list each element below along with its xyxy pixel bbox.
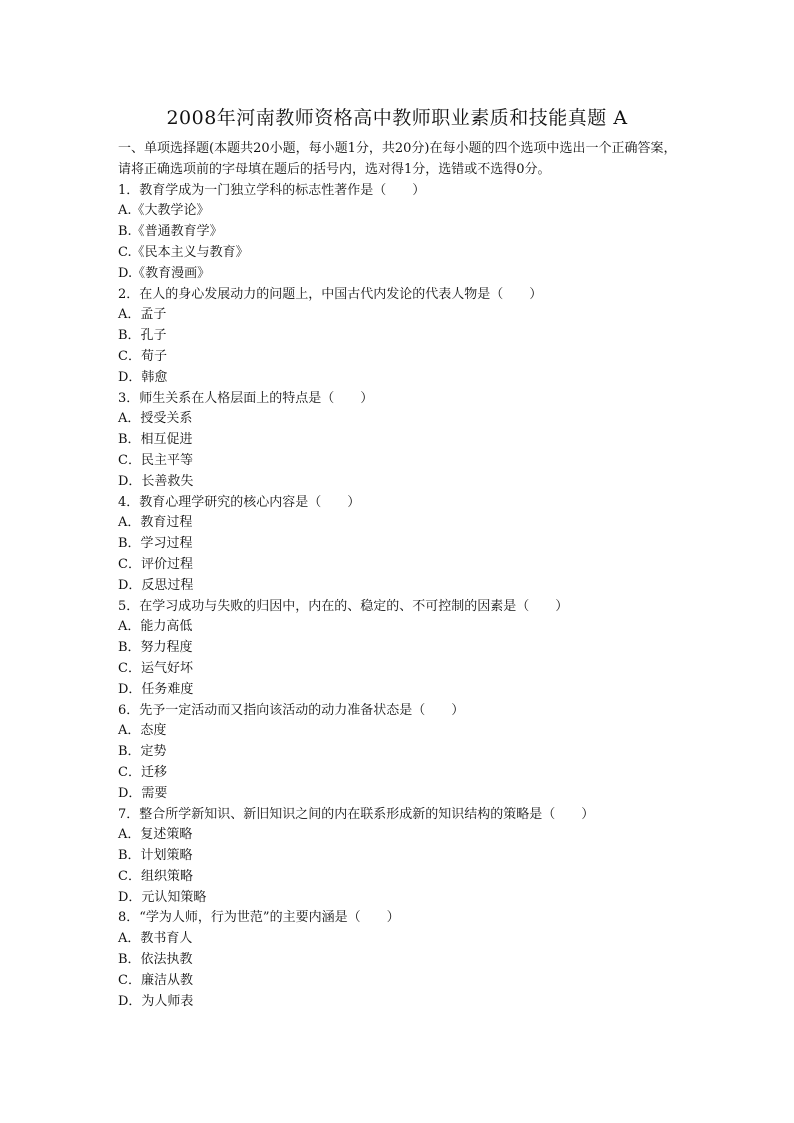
- question-7: [118, 805, 683, 909]
- option-b: B.《普通教育学》: [118, 224, 223, 240]
- option-c: C．荀子: [118, 348, 167, 364]
- question-stem: 5．在学习成功与失败的归因中，内在的、稳定的、不可控制的因素是（ ）: [118, 598, 569, 614]
- option-b: B．定势: [118, 744, 167, 760]
- question-stem: 2．在人的身心发展动力的问题上，中国古代内发论的代表人物是（ ）: [118, 286, 543, 302]
- option-c: C．民主平等: [118, 452, 193, 468]
- question-stem: 3．师生关系在人格层面上的特点是（ ）: [118, 390, 374, 406]
- option-d: D．需要: [118, 785, 168, 801]
- option-a: A．孟子: [118, 307, 167, 323]
- option-a: A．教书育人: [118, 931, 193, 947]
- option-b: B．依法执教: [118, 952, 193, 968]
- option-c: C．运气好坏: [118, 660, 193, 676]
- option-c: C．廉洁从教: [118, 972, 193, 988]
- option-b: B．孔子: [118, 328, 167, 344]
- option-d: D．任务难度: [118, 681, 194, 697]
- question-stem: 4．教育心理学研究的核心内容是（ ）: [118, 494, 361, 510]
- option-c: C．迁移: [118, 764, 167, 780]
- question-body: [118, 139, 683, 1012]
- option-a: A．复述策略: [118, 827, 193, 843]
- question-4: [118, 493, 683, 597]
- question-5: [118, 597, 683, 701]
- option-a: A．授受关系: [118, 411, 193, 427]
- document-title: 2008年河南教师资格高中教师职业素质和技能真题 A: [166, 107, 628, 129]
- question-stem: 7．整合所学新知识、新旧知识之间的内在联系形成新的知识结构的策略是（ ）: [118, 806, 595, 822]
- option-d: D．韩愈: [118, 369, 168, 385]
- option-a: A．教育过程: [118, 515, 193, 531]
- question-stem: 8．“学为人师，行为世范”的主要内涵是（ ）: [118, 910, 400, 926]
- question-stem: 1．教育学成为一门独立学科的标志性著作是（ ）: [118, 182, 426, 198]
- option-d: D.《教育漫画》: [118, 265, 211, 281]
- option-d: D．为人师表: [118, 993, 194, 1009]
- option-c: C.《民本主义与教育》: [118, 244, 249, 260]
- option-b: B．相互促进: [118, 432, 193, 448]
- option-d: D．元认知策略: [118, 889, 207, 905]
- option-b: B．计划策略: [118, 848, 193, 864]
- question-1: [118, 181, 683, 285]
- question-2: [118, 285, 683, 389]
- section-instructions: 一、单项选择题(本题共20小题，每小题1分，共20分)在每小题的四个选项中选出一个正确答案，请将正确选项前的字母填在题后的括号内，选对得1分，选错或不选得0分。: [118, 141, 677, 177]
- option-a: A．态度: [118, 723, 167, 739]
- option-c: C．组织策略: [118, 868, 193, 884]
- option-d: D．长善救失: [118, 473, 194, 489]
- question-3: [118, 389, 683, 493]
- option-b: B．努力程度: [118, 640, 193, 656]
- option-d: D．反思过程: [118, 577, 194, 593]
- question-stem: 6．先予一定活动而又指向该活动的动力准备状态是（ ）: [118, 702, 465, 718]
- option-a: A．能力高低: [118, 619, 193, 635]
- question-8: [118, 908, 683, 1012]
- question-6: [118, 701, 683, 805]
- option-c: C．评价过程: [118, 556, 193, 572]
- option-b: B．学习过程: [118, 536, 193, 552]
- option-a: A.《大教学论》: [118, 203, 210, 219]
